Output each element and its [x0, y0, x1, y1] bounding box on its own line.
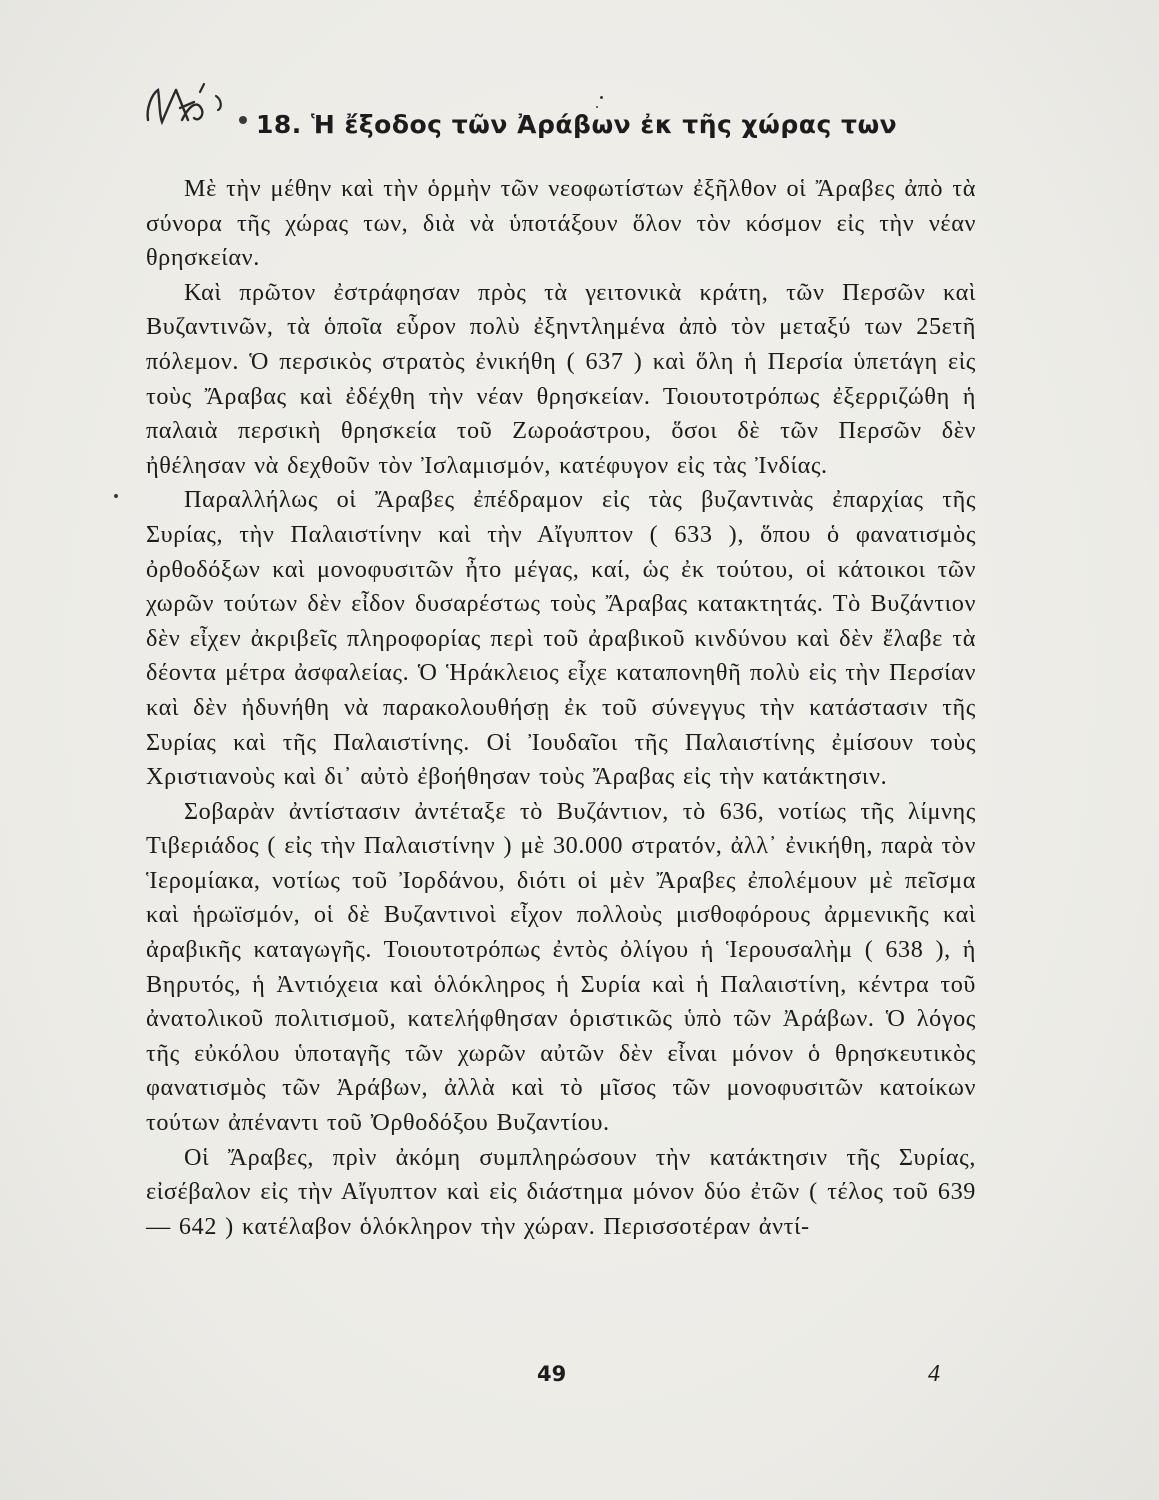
page-number: 49: [537, 1362, 567, 1386]
body-text: [146, 172, 976, 1244]
ink-speck: [600, 96, 603, 99]
signature-mark: 4: [928, 1361, 940, 1387]
paragraph-4: Σοβαρὰν ἀντίστασιν ἀντέταξε τὸ Βυζάντιον, τὸ 636, νοτίως τῆς λίμνης Τιβεριάδος ( εἰς τὴν Παλαιστίνην ) μὲ 30.000 στρατόν, ἀλλ᾽ ἐνικήθη, παρὰ τὸν Ἱερομίακα, νοτίως τοῦ Ἰορδάνου, διότι οἱ μὲν Ἄραβες ἐπολέμουν μὲ πεῖσμα καὶ ἡρωϊσμόν, οἱ δὲ Βυζαντινοὶ εἶχον πολλοὺς μισθοφόρους ἀρμενικῆς καὶ ἀραβικῆς καταγωγῆς. Τοιουτοτρόπως ἐντὸς ὀλίγου ἡ Ἱερουσαλὴμ ( 638 ), ἡ Βηρυτός, ἡ Ἀντιόχεια καὶ ὁλόκληρος ἡ Συρία καὶ ἡ Παλαιστίνη, κέντρα τοῦ ἀνατολικοῦ πολιτισμοῦ, κατελήφθησαν ὁριστικῶς ὑπὸ τῶν Ἀράβων. Ὁ λόγος τῆς εὐκόλου ὑποταγῆς τῶν χωρῶν αὐτῶν δὲν εἶναι μόνον ὁ θρησκευτικὸς φανατισμὸς τῶν Ἀράβων, ἀλλὰ καὶ τὸ μῖσος τῶν μονοφυσιτῶν κατοίκων τούτων ἀπέναντι τοῦ Ὀρθοδόξου Βυζαντίου.: [146, 797, 976, 1137]
handwritten-note: [142, 74, 252, 134]
paragraph-3: Παραλλήλως οἱ Ἄραβες ἐπέδραμον εἰς τὰς βυζαντινὰς ἐπαρχίας τῆς Συρίας, τὴν Παλαιστίνην καὶ τὴν Αἴγυπτον ( 633 ), ὅπου ὁ φανατισμὸς ὀρθοδόξων καὶ μονοφυσιτῶν ἦτο μέγας, καί, ὡς ἐκ τούτου, οἱ κάτοικοι τῶν χωρῶν τούτων δὲν εἶδον δυσαρέστως τοὺς Ἄραβας κατακτητάς. Τὸ Βυζάντιον δὲν εἶχεν ἀκριβεῖς πληροφορίας περὶ τοῦ ἀραβικοῦ κινδύνου καὶ δὲν ἔλαβε τὰ δέοντα μέτρα ἀσφαλείας. Ὁ Ἡράκλειος εἶχε καταπονηθῆ πολὺ εἰς τὴν Περσίαν καὶ δὲν ἠδυνήθη νὰ παρακολουθήσῃ ἐκ τοῦ σύνεγγυς τὴν κατάστασιν τῆς Συρίας καὶ τῆς Παλαιστίνης. Οἱ Ἰουδαῖοι τῆς Παλαιστίνης ἐμίσουν τοὺς Χριστιανοὺς καὶ δι᾽ αὐτὸ ἐβοήθησαν τοὺς Ἄραβας εἰς τὴν κατάκτησιν.: [146, 486, 976, 791]
section-heading: 18. Ἡ ἔξοδος τῶν Ἀράβων ἐκ τῆς χώρας των: [256, 110, 898, 139]
ink-speck: [596, 106, 598, 108]
paragraph-1: Μὲ τὴν μέθην καὶ τὴν ὁρμὴν τῶν νεοφωτίστων ἐξῆλθον οἱ Ἄραβες ἀπὸ τὰ σύνορα τῆς χώρας των, διὰ νὰ ὑποτάξουν ὅλον τὸν κόσμον εἰς τὴν νέαν θρησκείαν.: [146, 175, 976, 272]
paragraph-2: Καὶ πρῶτον ἐστράφησαν πρὸς τὰ γειτονικὰ κράτη, τῶν Περσῶν καὶ Βυζαντινῶν, τὰ ὁποῖα εὗρον πολὺ ἐξηντλημένα ἀπὸ τὸν μεταξύ των 25ετῆ πόλεμον. Ὁ περσικὸς στρατὸς ἐνικήθη ( 637 ) καὶ ὅλη ἡ Περσία ὑπετάγη εἰς τοὺς Ἄραβας καὶ ἐδέχθη τὴν νέαν θρησκείαν. Τοιουτοτρόπως ἐξερριζώθη ἡ παλαιὰ περσικὴ θρησκεία τοῦ Ζωροάστρου, ὅσοι δὲ τῶν Περσῶν δὲν ἠθέλησαν νὰ δεχθοῦν τὸν Ἰσλαμισμόν, κατέφυγον εἰς τὰς Ἰνδίας.: [146, 278, 976, 479]
paragraph-5: Οἱ Ἄραβες, πρὶν ἀκόμη συμπληρώσουν τὴν κατάκτησιν τῆς Συρίας, εἰσέβαλον εἰς τὴν Αἴγυπτον καὶ εἰς διάστημα μόνον δύο ἐτῶν ( τέλος τοῦ 639 — 642 ) κατέλαβον ὁλόκληρον τὴν χώραν. Περισσοτέραν ἀντί-: [146, 1143, 976, 1240]
ink-speck: [114, 494, 118, 498]
